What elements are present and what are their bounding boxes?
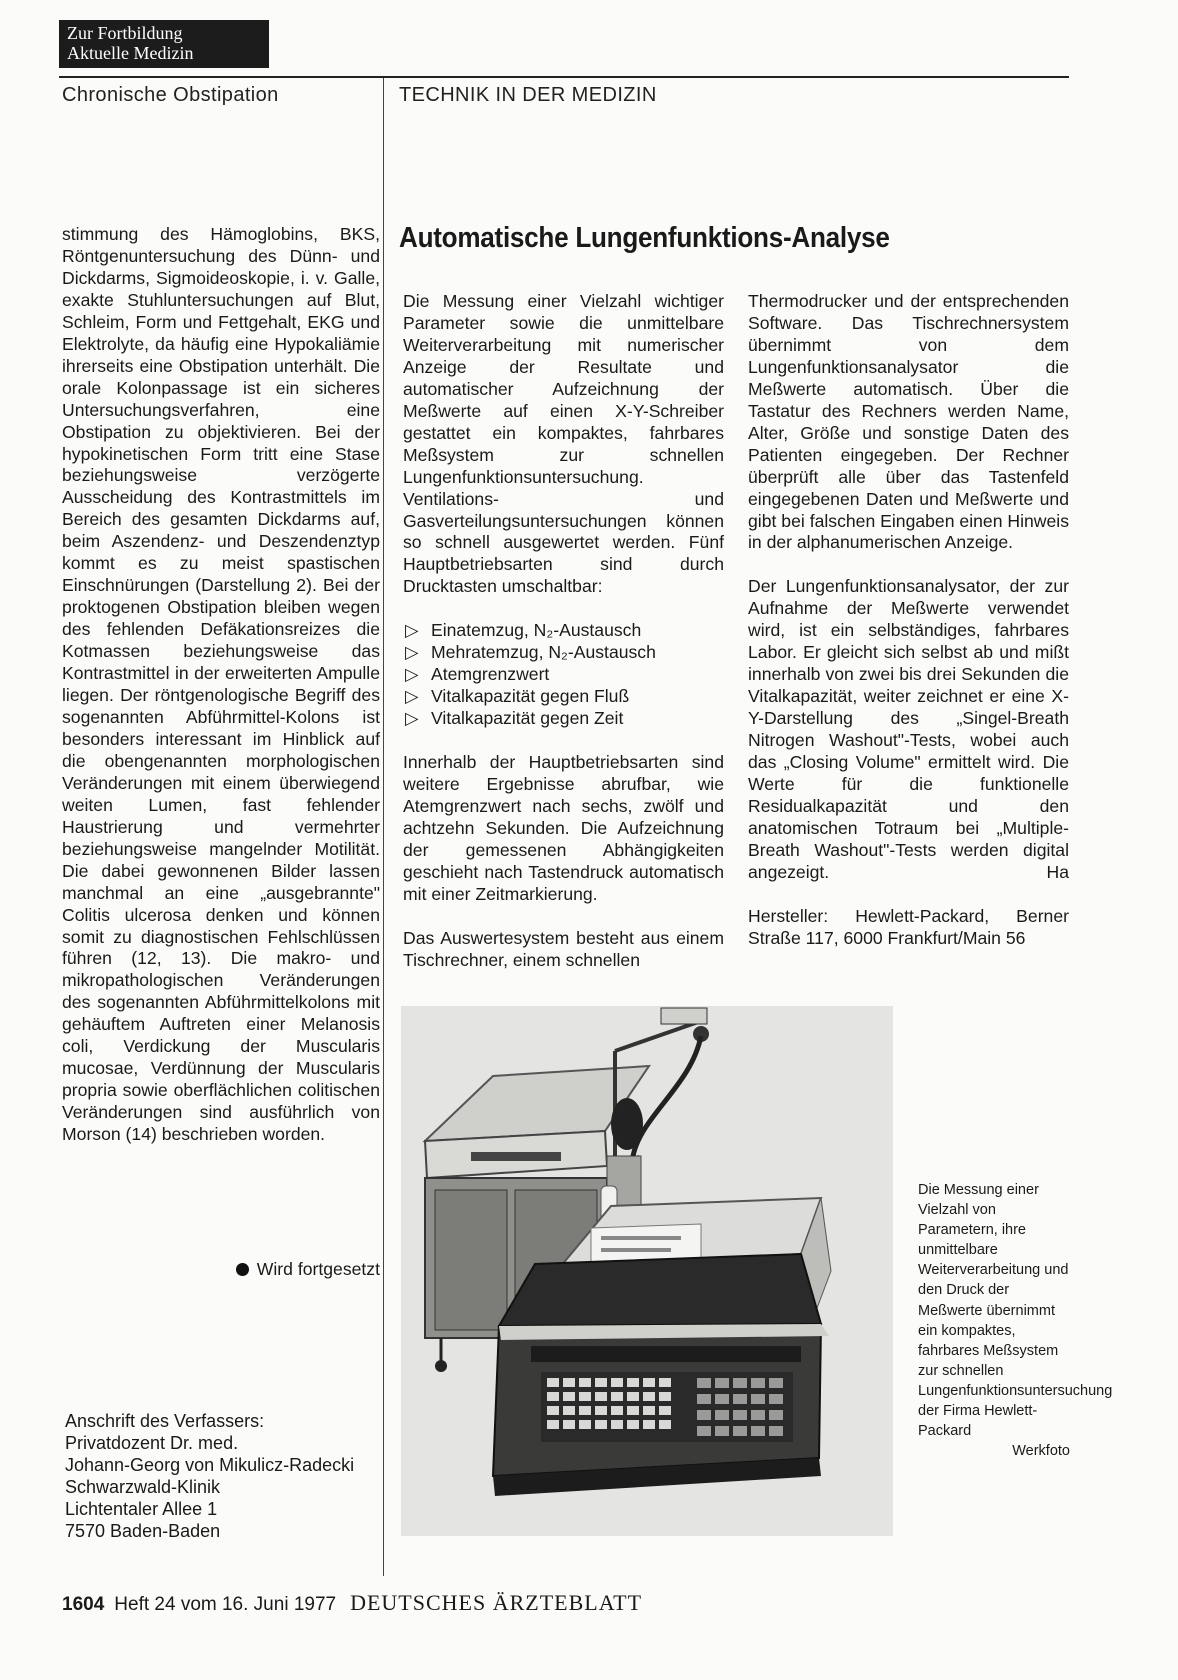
list-item bbox=[403, 642, 724, 664]
address-line: Anschrift des Verfassers: bbox=[65, 1411, 265, 1431]
left-column bbox=[62, 224, 380, 1146]
continued-note bbox=[236, 1259, 380, 1280]
section-badge bbox=[59, 20, 269, 68]
equipment-photo bbox=[401, 1006, 893, 1536]
continued-label: Wird fortgesetzt bbox=[256, 1259, 380, 1279]
address-line: Privatdozent Dr. med. bbox=[65, 1433, 239, 1453]
list-item bbox=[403, 664, 724, 686]
address-line: Schwarzwald-Klinik bbox=[65, 1477, 221, 1497]
badge-line-2: Aktuelle Medizin bbox=[67, 43, 194, 63]
manufacturer-note: Hersteller: Hewlett-Packard, Berner Straße 117, 6000 Frankfurt/Main 56 bbox=[748, 905, 1069, 948]
filled-circle-icon bbox=[236, 1263, 249, 1276]
address-line: Johann-Georg von Mikulicz-Radecki bbox=[65, 1455, 355, 1475]
article-paragraph: Die Messung einer Vielzahl wichtiger Parameter sowie die unmittelbare Weiterverarbeitung mit numerischer Anzeige der Resultate und automatischer Aufzeichnung der Meßwerte auf einen X-Y-Schreiber gestattet ein kompaktes, fahrbares Meßsystem zur schnellen Lungenfunktionsuntersuchung. Ventilations- und Gasverteilungsuntersuchungen können so schnell ausgewertet werden. Fünf Hauptbetriebsarten sind durch Drucktasten umschaltbar: bbox=[403, 291, 724, 597]
triangle-right-icon: ▷ bbox=[405, 686, 419, 707]
author-initials: Ha bbox=[1046, 861, 1069, 882]
photo-caption bbox=[918, 1180, 1113, 1461]
badge-line-1: Zur Fortbildung bbox=[67, 23, 183, 43]
equipment-photo-illustration bbox=[401, 1006, 893, 1536]
triangle-right-icon: ▷ bbox=[405, 664, 419, 685]
page-footer bbox=[62, 1590, 642, 1616]
caption-text: Die Messung einer Vielzahl von Parametern, ihre unmittelbare Weiterverarbeitung und den Druck der Meßwerte übernimmt ein kompaktes, fahrbares Meßsystem zur schnellen Lungenfunktionsuntersuchung der Firma Hewlett-Packard bbox=[918, 1182, 1113, 1440]
address-line: 7570 Baden-Baden bbox=[65, 1521, 221, 1541]
list-item-label: Atemgrenzwert bbox=[431, 664, 550, 685]
column-divider bbox=[383, 78, 384, 1576]
article-title: Automatische Lungenfunktions-Analyse bbox=[399, 222, 890, 254]
triangle-right-icon: ▷ bbox=[405, 620, 419, 641]
article-paragraph: Thermodrucker und der entsprechenden Software. Das Tischrechnersystem übernimmt von dem Lungenfunktionsanalysator die Meßwerte automatisch. Über die Tastatur des Rechners werden Name, Alter, Größe und sonstige Daten des Patienten eingegeben. Der Rechner überprüft alle über das Tastenfeld eingegebenen Daten und Meßwerte und gibt bei falschen Eingaben einen Hinweis in der alphanumerischen Anzeige. bbox=[748, 291, 1069, 553]
list-item-label: Mehratemzug, N₂-Austausch bbox=[431, 642, 656, 663]
page-number: 1604 bbox=[62, 1594, 105, 1615]
list-item-label: Vitalkapazität gegen Zeit bbox=[431, 708, 624, 729]
list-item bbox=[403, 708, 724, 730]
article-paragraph-text: Der Lungenfunktionsanalysator, der zur Aufnahme der Meßwerte verwendet wird, ist ein selbständiges, fahrbares Labor. Er gleicht sich selbst ab und mißt innerhalb von zwei bis drei Sekunden die Vitalkapazität, weiter zeichnet er eine X-Y-Darstellung des „Singel-Breath Nitrogen Washout"-Tests, wobei auch das „Closing Volume" ermittelt wird. Die Werte für die funktionelle Residualkapazität und den anatomischen Totraum bei „Multiple-Breath Washout"-Tests werden digital angezeigt. bbox=[748, 576, 1069, 882]
list-item-label: Vitalkapazität gegen Fluß bbox=[431, 686, 630, 707]
triangle-right-icon: ▷ bbox=[405, 708, 419, 729]
article-paragraph: Innerhalb der Hauptbetriebsarten sind weitere Ergebnisse abrufbar, wie Atemgrenzwert nach sechs, zwölf und achtzehn Sekunden. Die Aufzeichnung der gemessenen Abhängigkeiten geschieht nach Tastendruck automatisch mit einer Zeitmarkierung. bbox=[403, 752, 724, 904]
triangle-right-icon: ▷ bbox=[405, 642, 419, 663]
article-column-1 bbox=[403, 291, 724, 994]
operating-modes-list bbox=[403, 620, 724, 730]
author-address bbox=[65, 1410, 354, 1542]
issue-info: Heft 24 vom 16. Juni 1977 bbox=[114, 1594, 337, 1615]
address-line: Lichtentaler Allee 1 bbox=[65, 1499, 218, 1519]
left-column-text: stimmung des Hämoglobins, BKS, Röntgenuntersuchung des Dünn- und Dickdarms, Sigmoideoskopie, i. v. Galle, exakte Stuhluntersuchungen auf Blut, Schleim, Form und Fettgehalt, EKG und Elektrolyte, da häufig eine Hypokaliämie ihrerseits eine Obstipation unterhält. Die orale Kolonpassage ist ein sicheres Untersuchungsverfahren, eine Obstipation zu objektivieren. Bei der hypokinetischen Form tritt eine Stase beziehungsweise verzögerte Ausscheidung des Kontrastmittels im Bereich des gesamten Dickdarms auf, beim Aszendenz- und Deszendenztyp kommt es zu meist spastischen Einschnürungen (Darstellung 2). Bei der proktogenen Obstipation bleiben wegen des fehlenden Defäkationsreizes die Kotmassen beziehungsweise das Kontrastmittel in der erweiterten Ampulle liegen. Der röntgenologische Begriff des sogenannten Abführmittel-Kolons ist besonders interessant im Hinblick auf die obengenannten morphologischen Veränderungen mit einem überwiegend weiten Lumen, fast fehlender Haustrierung und vermehrter beziehungsweise mangelnder Motilität. Die dabei gewonnenen Bilder lassen manchmal an eine „ausgebrannte" Colitis ulcerosa denken und können somit zu diagnostischen Fehlschlüssen führen (12, 13). Die makro- und mikropathologischen Veränderungen des sogenannten Abführmittelkolons mit gehäuftem Auftreten einer Melanosis coli, Verdickung der Muscularis mucosae, Verdünnung der Muscularis propria sowie oberflächlichen colitischen Veränderungen sind ausführlich von Morson (14) beschrieben worden. bbox=[62, 224, 380, 1145]
photo-credit: Werkfoto bbox=[1012, 1443, 1070, 1460]
right-section-heading: TECHNIK IN DER MEDIZIN bbox=[399, 84, 657, 106]
article-column-2 bbox=[748, 291, 1069, 972]
list-item bbox=[403, 686, 724, 708]
left-section-heading: Chronische Obstipation bbox=[62, 84, 279, 106]
article-paragraph: Das Auswertesystem besteht aus einem Tischrechner, einem schnellen bbox=[403, 927, 724, 970]
list-item bbox=[403, 620, 724, 642]
list-item-label: Einatemzug, N₂-Austausch bbox=[431, 620, 642, 641]
journal-name: DEUTSCHES ÄRZTEBLATT bbox=[350, 1590, 643, 1615]
article-paragraph bbox=[748, 576, 1069, 883]
header-rule bbox=[59, 76, 1069, 78]
